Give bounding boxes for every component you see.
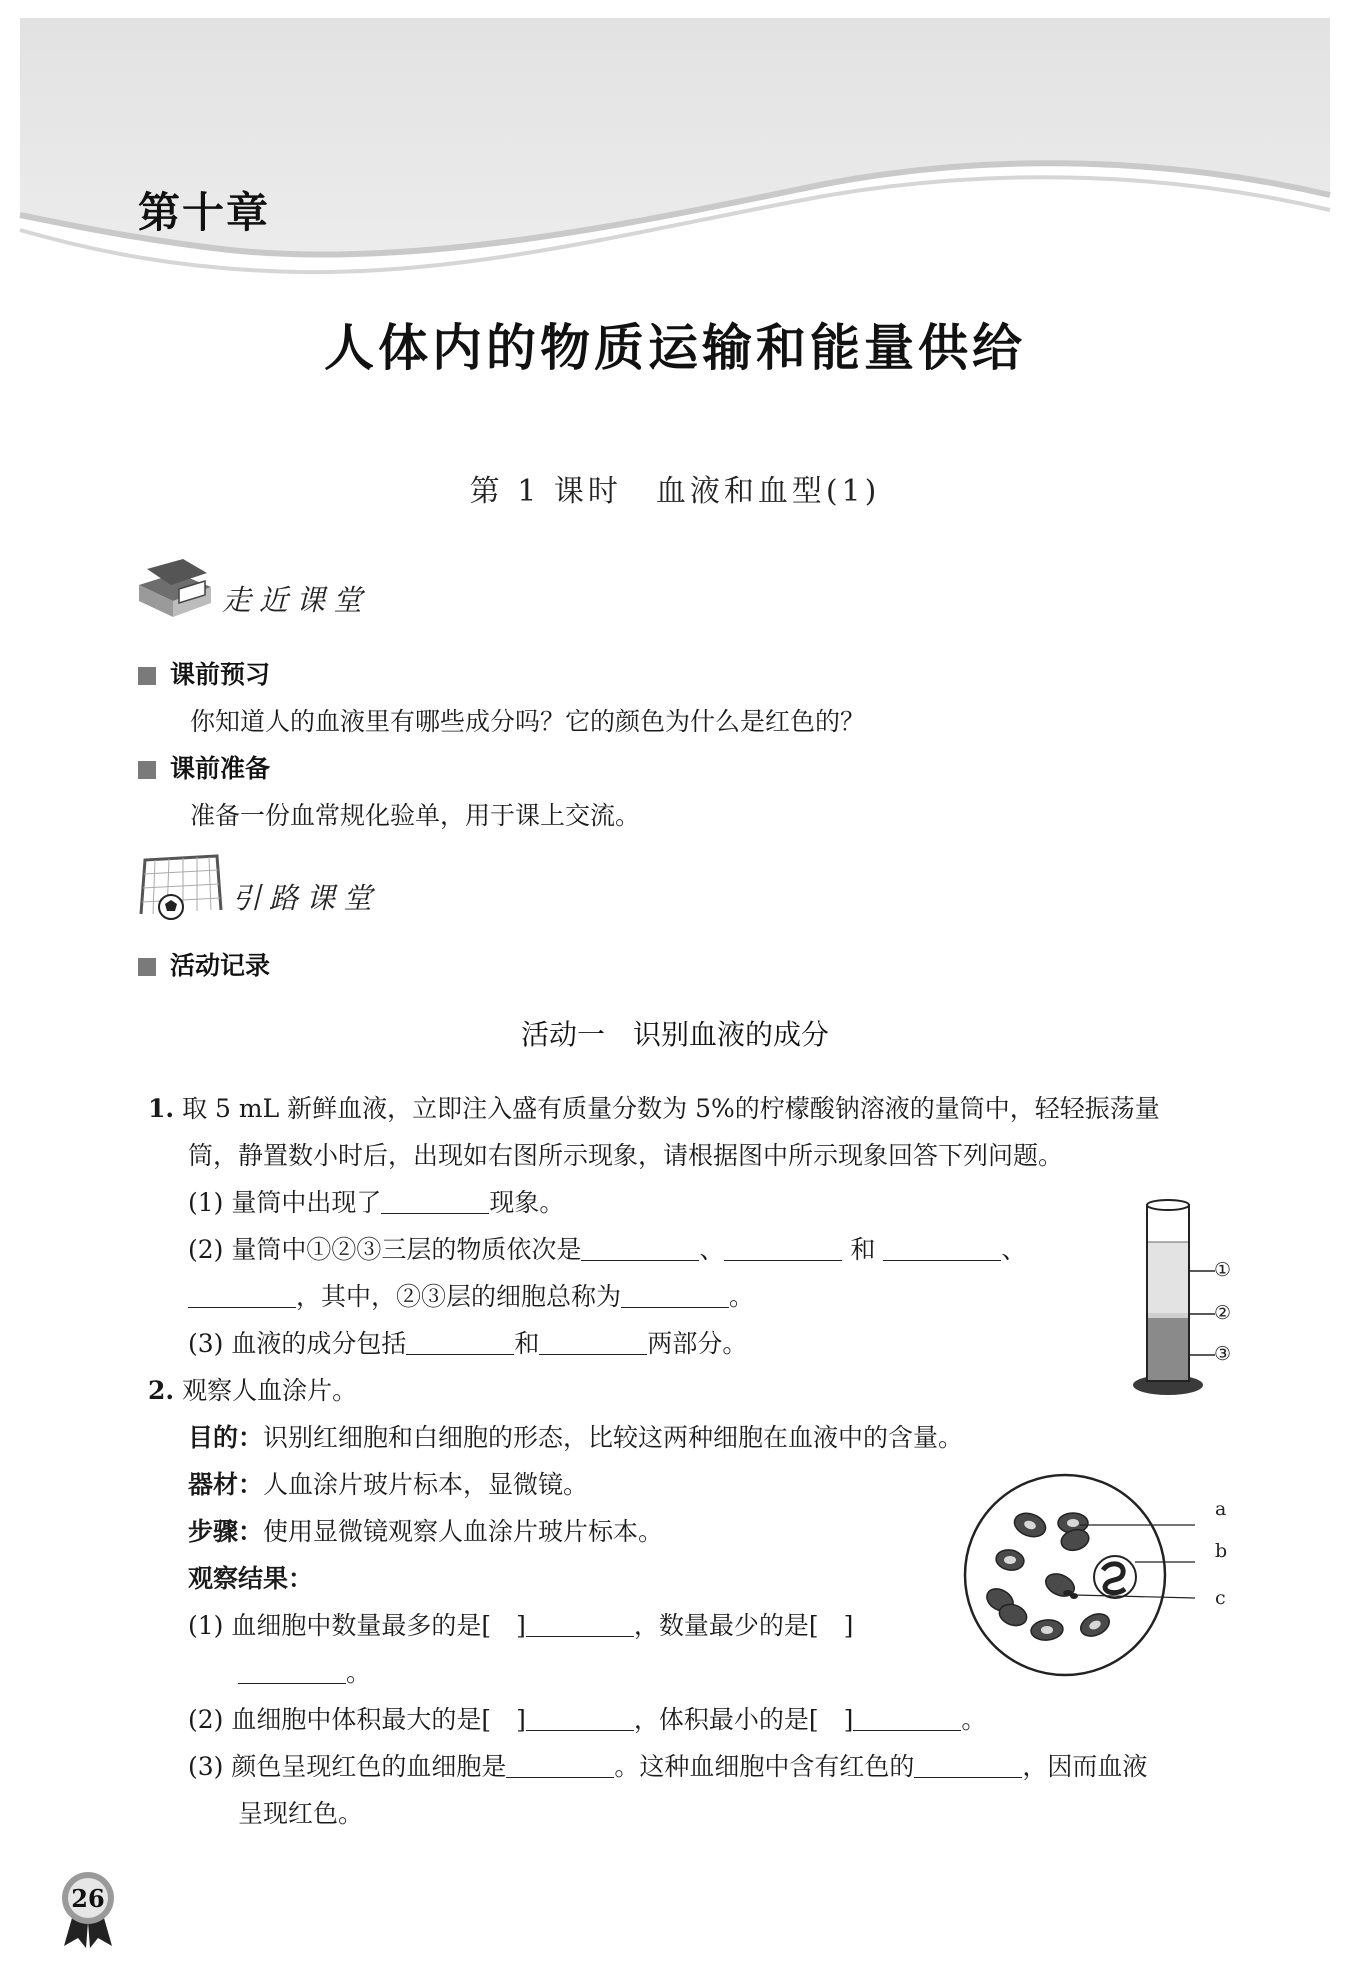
section-heading-yinlu: 引路课堂	[232, 881, 381, 915]
graduated-cylinder-figure	[1125, 1195, 1245, 1405]
cylinder-label-1: ①	[1214, 1259, 1232, 1281]
chapter-title: 人体内的物质运输和能量供给	[324, 319, 1026, 377]
q1-line1: 1. 取 5 mL 新鲜血液，立即注入盛有质量分数为 5%的柠檬酸钠溶液的量筒中，轻轻振荡量	[148, 1094, 1160, 1123]
cylinder-label-2: ②	[1214, 1302, 1232, 1324]
preview-text: 你知道人的血液里有哪些成分吗？它的颜色为什么是红色的？	[190, 707, 866, 736]
books-icon	[135, 555, 215, 625]
q1-line2: 筒，静置数小时后，出现如右图所示现象，请根据图中所示现象回答下列问题。	[188, 1141, 1064, 1170]
q2-result1: (1) 血细胞中数量最多的是[ ] ，数量最少的是[ ]	[188, 1611, 854, 1640]
cell-label-b: b	[1215, 1540, 1228, 1562]
q2-number: 2.	[148, 1376, 175, 1405]
q1-number: 1.	[148, 1094, 175, 1123]
answer-blank[interactable]	[914, 1755, 1022, 1778]
answer-blank[interactable]	[238, 1661, 346, 1684]
prepare-heading	[138, 749, 270, 785]
answer-blank[interactable]	[883, 1238, 1001, 1261]
q2-purpose: 目的：识别红细胞和白细胞的形态，比较这两种细胞在血液中的含量。	[188, 1423, 964, 1452]
preview-label: 课前预习	[170, 660, 271, 689]
answer-blank[interactable]	[853, 1708, 961, 1731]
answer-blank[interactable]	[526, 1614, 634, 1637]
cell-label-c: c	[1215, 1587, 1226, 1609]
q2-result3-cont: 呈现红色。	[238, 1799, 364, 1828]
preview-heading	[138, 655, 270, 691]
q1-part3: (3) 血液的成分包括 和 两部分。	[188, 1329, 748, 1358]
lesson-title: 第 1 课时 血液和血型(1)	[469, 474, 881, 509]
q1-part2-cont: ，其中，②③层的细胞总称为 。	[188, 1277, 754, 1313]
answer-blank[interactable]	[539, 1332, 647, 1355]
record-heading	[138, 946, 270, 982]
answer-blank[interactable]	[506, 1755, 614, 1778]
activity-title: 活动一 识别血液的成分	[520, 1018, 829, 1051]
q2-materials: 器材：人血涂片玻片标本，显微镜。	[188, 1470, 589, 1499]
answer-blank[interactable]	[381, 1191, 489, 1214]
q2-intro: 2. 观察人血涂片。	[148, 1376, 358, 1405]
page-number: 26	[71, 1884, 105, 1913]
chapter-banner	[0, 0, 1350, 300]
record-label: 活动记录	[170, 951, 271, 980]
q2-result1-cont: 。	[238, 1653, 371, 1689]
q2-results-label: 观察结果：	[188, 1564, 314, 1593]
prepare-label: 课前准备	[170, 754, 271, 783]
cell-label-a: a	[1215, 1498, 1227, 1520]
q1-part2: (2) 量筒中①②③三层的物质依次是 、 和 、	[188, 1235, 1027, 1264]
cylinder-label-3: ③	[1214, 1343, 1232, 1365]
q2-steps: 步骤：使用显微镜观察人血涂片玻片标本。	[188, 1517, 664, 1546]
chapter-label: 第十章	[138, 188, 271, 237]
prepare-text: 准备一份血常规化验单，用于课上交流。	[190, 801, 641, 830]
answer-blank[interactable]	[581, 1238, 699, 1261]
answer-blank[interactable]	[526, 1708, 634, 1731]
section-heading-zoujin: 走近课堂	[222, 583, 371, 617]
blood-smear-figure	[955, 1465, 1228, 1685]
answer-blank[interactable]	[188, 1285, 296, 1308]
q2-result2: (2) 血细胞中体积最大的是[ ] ，体积最小的是[ ] 。	[188, 1705, 987, 1734]
q2-result3: (3) 颜色呈现红色的血细胞是 。这种血细胞中含有红色的 ，因而血液	[188, 1752, 1148, 1781]
q1-part1: (1) 量筒中出现了 现象。	[188, 1188, 565, 1217]
soccer-goal-icon	[135, 852, 225, 924]
answer-blank[interactable]	[406, 1332, 514, 1355]
answer-blank[interactable]	[724, 1238, 842, 1261]
answer-blank[interactable]	[621, 1285, 729, 1308]
